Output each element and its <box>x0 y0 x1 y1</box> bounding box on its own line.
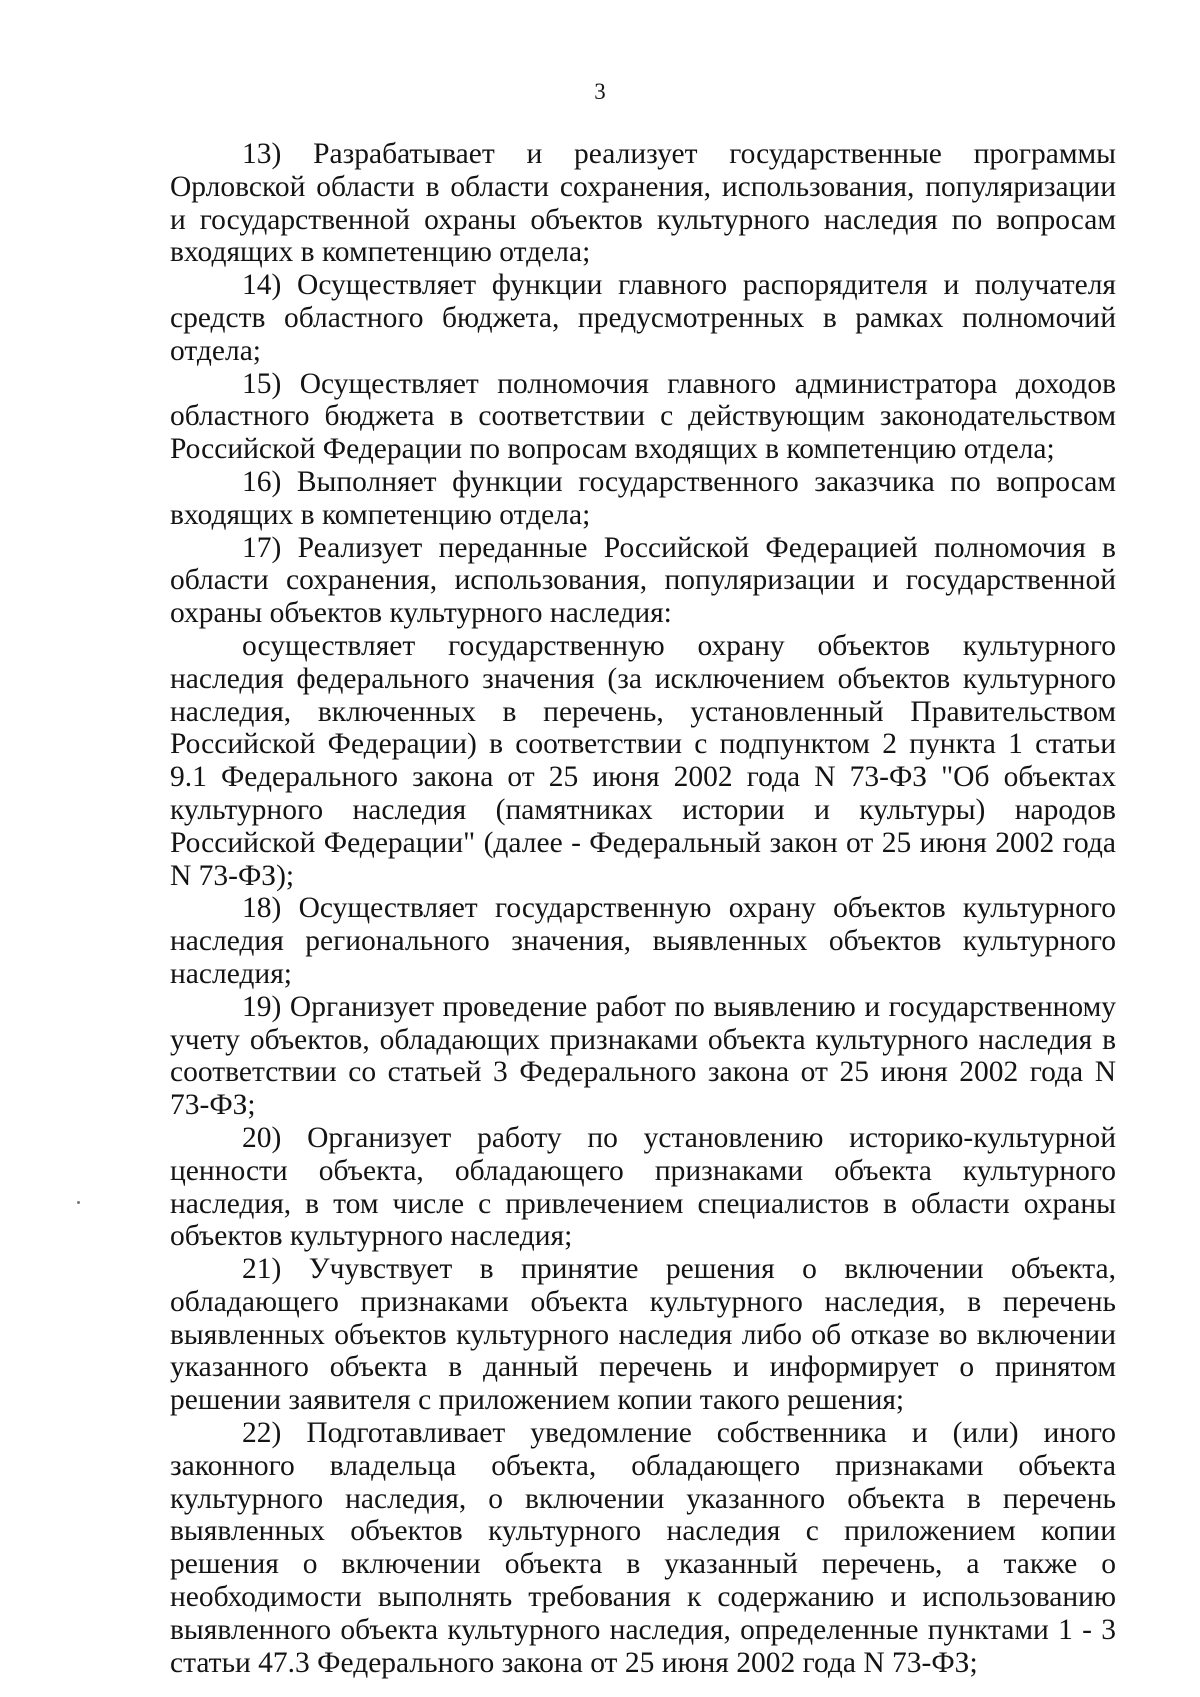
paragraph-14: 14) Осуществляет функции главного распорядителя и получателя средств областного бюджета, предусмотренных в рамках полномочий отдела; <box>170 269 1116 367</box>
paragraph-21: 21) Учувствует в принятие решения о включении объекта, обладающего признаками объекта культурного наследия, в перечень выявленных объектов культурного наследия либо об отказе во включении указанного объекта в данный перечень и информирует о принятом решении заявителя с приложением копии такого решения; <box>170 1253 1116 1417</box>
page-number: 3 <box>594 79 606 104</box>
paragraph-17-subitem: осуществляет государственную охрану объектов культурного наследия федерального значения (за исключением объектов культурного наследия, включенных в перечень, установленный Правительством Российской Федерации) в соответствии с подпунктом 2 пункта 1 статьи 9.1 Федерального закона от 25 июня 2002 года N 73-ФЗ "Об объектах культурного наследия (памятниках истории и культуры) народов Российской Федерации" (далее - Федеральный закон от 25 июня 2002 года N 73-ФЗ); <box>170 629 1116 892</box>
document-body <box>170 138 1116 1679</box>
paragraph-18: 18) Осуществляет государственную охрану объектов культурного наследия регионального значения, выявленных объектов культурного наследия; <box>170 892 1116 990</box>
paragraph-22: 22) Подготавливает уведомление собственника и (или) иного законного владельца объекта, обладающего признаками объекта культурного наследия, о включении указанного объекта в перечень выявленных объектов культурного наследия с приложением копии решения о включении объекта в указанный перечень, а также о необходимости выполнять требования к содержанию и использованию выявленного объекта культурного наследия, определенные пунктами 1 - 3 статьи 47.3 Федерального закона от 25 июня 2002 года N 73-ФЗ; <box>170 1417 1116 1679</box>
paragraph-13: 13) Разрабатывает и реализует государственные программы Орловской области в области сохранения, использования, популяризации и государственной охраны объектов культурного наследия по вопросам входящих в компетенцию отдела; <box>170 138 1116 269</box>
paragraph-16: 16) Выполняет функции государственного заказчика по вопросам входящих в компетенцию отдела; <box>170 465 1116 531</box>
paragraph-17: 17) Реализует переданные Российской Федерацией полномочия в области сохранения, использования, популяризации и государственной охраны объектов культурного наследия: <box>170 531 1116 630</box>
paragraph-20: 20) Организует работу по установлению историко-культурной ценности объекта, обладающего признаками объекта культурного наследия, в том числе с привлечением специалистов в области охраны объектов культурного наследия; <box>170 1121 1116 1253</box>
paragraph-15: 15) Осуществляет полномочия главного администратора доходов областного бюджета в соответствии с действующим законодательством Российской Федерации по вопросам входящих в компетенцию отдела; <box>170 367 1116 466</box>
paragraph-19: 19) Организует проведение работ по выявлению и государственному учету объектов, обладающих признаками объекта культурного наследия в соответствии со статьей 3 Федерального закона от 25 июня 2002 года N 73-ФЗ; <box>170 990 1116 1122</box>
scan-speck <box>77 1201 80 1204</box>
